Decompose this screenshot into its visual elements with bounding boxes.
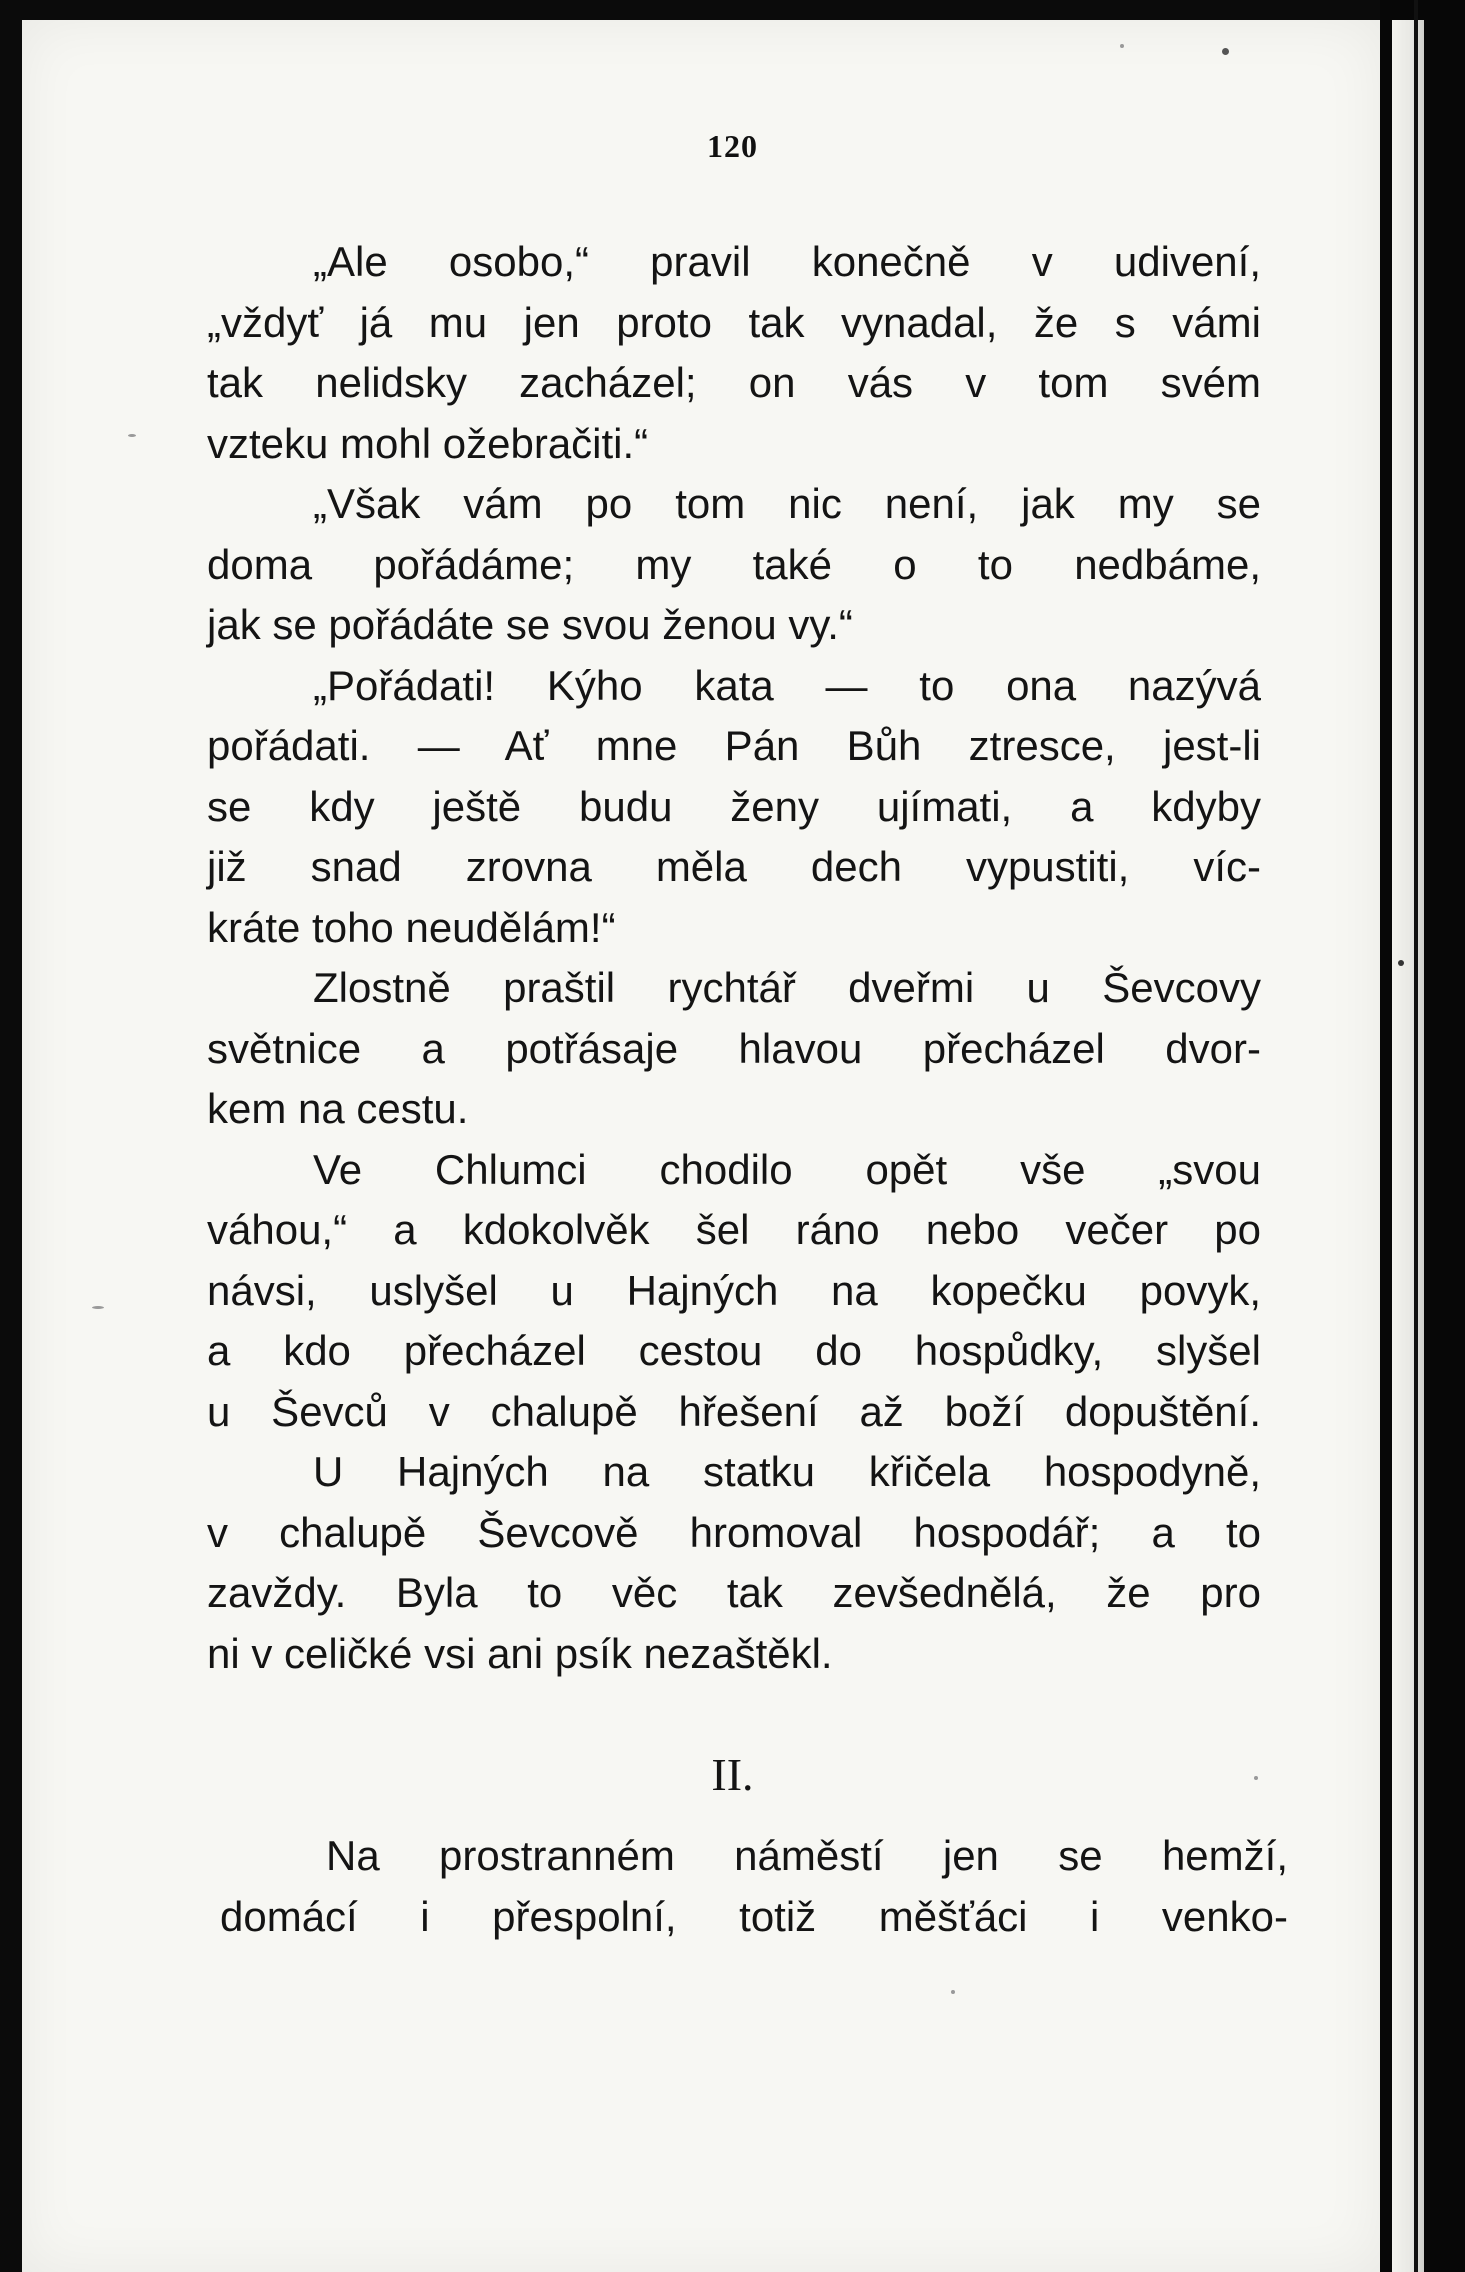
text-line: návsi, uslyšel u Hajných na kopečku povyk, xyxy=(207,1266,1261,1314)
page-number: 120 xyxy=(707,128,758,164)
text-line: tak nelidsky zacházel; on vás v tom svém xyxy=(207,359,1261,406)
binding-line xyxy=(1414,0,1418,2272)
text-line: se kdy ještě budu ženy ujímati, a kdyby xyxy=(207,782,1261,830)
text-line: u Ševců v chalupě hřešení až boží dopuštění. xyxy=(207,1387,1261,1435)
text-line: „Ale osobo,“ pravil konečně v udivení, xyxy=(313,238,1261,285)
text-line: Zlostně praštil rychtář dveřmi u Ševcovy xyxy=(313,964,1261,1011)
text-line: zavždy. Byla to věc tak zevšednělá, že pro xyxy=(207,1569,1261,1616)
text-line: Ve Chlumci chodilo opět vše „svou xyxy=(313,1145,1261,1193)
text-line: ni v celičké vsi ani psík nezaštěkl. xyxy=(207,1629,833,1677)
text-line: doma pořádáme; my také o to nedbáme, xyxy=(207,540,1261,588)
body-text-section-2 xyxy=(220,1826,1288,1947)
text-line: domácí i přespolní, totiž měšťáci i venko- xyxy=(220,1892,1288,1940)
scan-speck xyxy=(1120,44,1124,48)
text-line: „Však vám po tom nic není, jak my se xyxy=(313,480,1261,527)
text-line: jak se pořádáte se svou ženou vy.“ xyxy=(207,601,853,648)
body-text-section-1 xyxy=(207,232,1261,1684)
text-line: již snad zrovna měla dech vypustiti, víc- xyxy=(207,843,1261,890)
text-line: Na prostranném náměstí jen se hemží, xyxy=(326,1832,1288,1879)
text-line: pořádati. — Ať mne Pán Bůh ztresce, jest-li xyxy=(207,722,1261,769)
text-line: kráte toho neudělám!“ xyxy=(207,903,616,951)
scan-speck xyxy=(92,1306,104,1309)
text-line: světnice a potřásaje hlavou přecházel dvor- xyxy=(207,1024,1261,1072)
text-line: váhou,“ a kdokolvěk šel ráno nebo večer po xyxy=(207,1206,1261,1253)
page-edge xyxy=(1392,20,1424,2272)
text-line: v chalupě Ševcově hromoval hospodář; a to xyxy=(207,1508,1261,1556)
text-line: „Pořádati! Kýho kata — to ona nazývá xyxy=(313,661,1261,709)
scan-speck xyxy=(1398,960,1404,966)
scan-speck xyxy=(128,434,136,437)
scan-speck xyxy=(1222,48,1229,55)
text-line: kem na cestu. xyxy=(207,1085,469,1132)
text-line: „vždyť já mu jen proto tak vynadal, že s vámi xyxy=(207,298,1261,346)
chapter-heading: II. xyxy=(711,1749,754,1800)
text-line: vzteku mohl ožebračiti.“ xyxy=(207,419,649,467)
text-line: a kdo přecházel cestou do hospůdky, slyšel xyxy=(207,1327,1261,1374)
scan-speck xyxy=(951,1990,955,1994)
text-line: U Hajných na statku křičela hospodyně, xyxy=(313,1448,1261,1495)
